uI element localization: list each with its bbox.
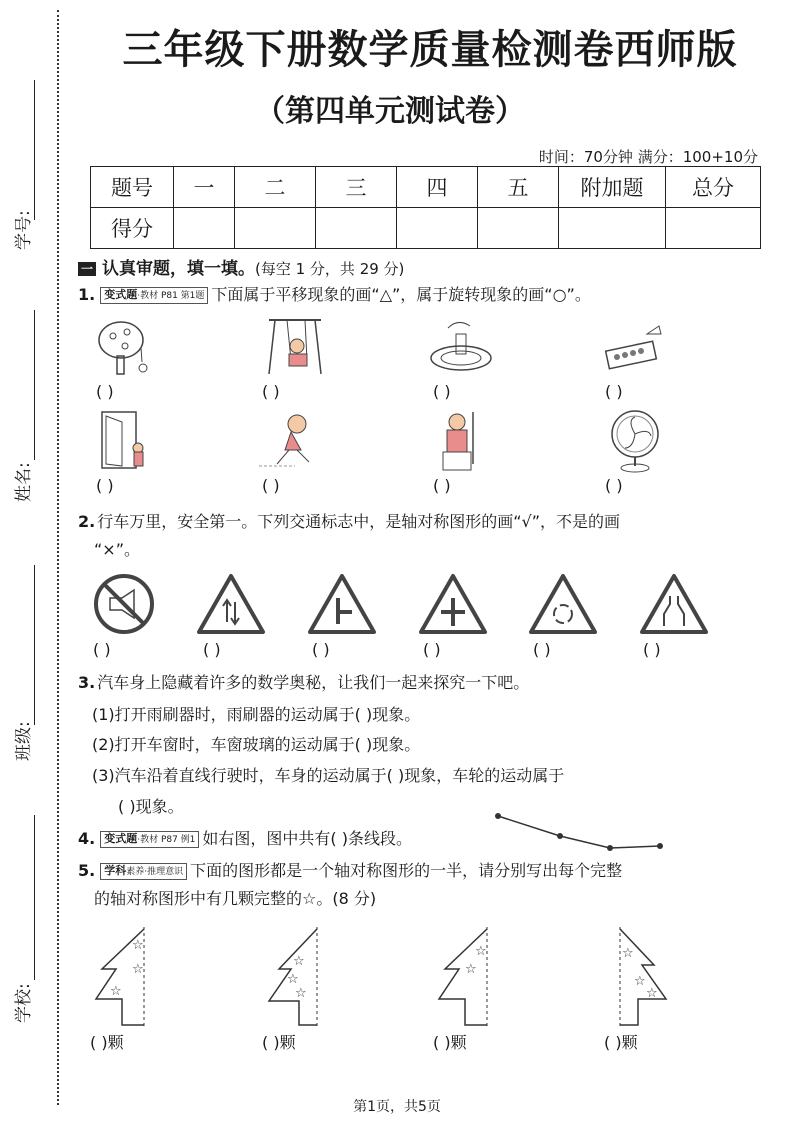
- electric-fan-illustration: [603, 408, 667, 474]
- score-header-cell: 题号: [91, 167, 174, 208]
- class-field[interactable]: [0, 565, 50, 775]
- score-header-cell: 二: [235, 167, 316, 208]
- student-id-underline: [34, 80, 35, 220]
- name-label: 姓名:: [14, 462, 34, 502]
- time-info: 时间：70分钟 满分：100+10分: [538, 148, 758, 166]
- no-honking-sign: [92, 572, 156, 636]
- student-id-label: 学号:: [14, 210, 34, 250]
- section-title: 认真审题，填一填。: [102, 259, 255, 279]
- binding-line: [57, 10, 59, 1105]
- half-tree-figure: [265, 925, 335, 1030]
- answer-blank[interactable]: ( ): [262, 382, 280, 401]
- question-5: [78, 860, 718, 910]
- tag-ref: ·教材 P87 例1: [137, 835, 196, 845]
- answer-blank[interactable]: ( ): [433, 382, 451, 401]
- question-number: 2.: [78, 512, 96, 531]
- road-narrows-sign: [638, 572, 710, 636]
- apple-tree-illustration: [95, 318, 155, 378]
- answer-blank[interactable]: ( )颗: [262, 1033, 296, 1052]
- name-underline: [34, 310, 35, 460]
- answer-blank[interactable]: ( ): [312, 640, 330, 659]
- question-3-item-2[interactable]: (2)打开车窗时，车窗玻璃的运动属于( )现象。: [92, 735, 421, 754]
- section-note: (每空 1 分，共 29 分): [255, 260, 405, 278]
- question-text: 如右图，图中共有( )条线段。: [202, 829, 412, 848]
- score-header-cell: 一: [174, 167, 235, 208]
- svg-text:☆: ☆: [465, 962, 477, 977]
- answer-blank[interactable]: ( ): [203, 640, 221, 659]
- answer-blank[interactable]: ( ): [605, 382, 623, 401]
- question-tag: [100, 287, 208, 304]
- class-label: 班级:: [14, 721, 34, 761]
- score-header-cell: 总分: [666, 167, 761, 208]
- question-number: 1.: [78, 285, 96, 304]
- tag-main: 变式题: [104, 288, 138, 301]
- answer-blank[interactable]: ( ): [93, 640, 111, 659]
- question-3-item-3[interactable]: (3)汽车沿着直线行驶时，车身的运动属于( )现象，车轮的运动属于: [92, 766, 565, 785]
- question-2: [78, 511, 718, 561]
- answer-blank[interactable]: ( ): [262, 476, 280, 495]
- half-tree-figure: [92, 925, 162, 1030]
- school-underline: [34, 815, 35, 980]
- svg-text:☆: ☆: [646, 986, 658, 1001]
- door-illustration: [98, 408, 150, 470]
- abacus-illustration: [603, 320, 665, 374]
- question-3-item-3-cont[interactable]: ( )现象。: [118, 797, 184, 816]
- tag-main: 变式题: [104, 832, 138, 845]
- question-tag: [100, 831, 199, 848]
- score-table: [90, 166, 761, 249]
- score-cell[interactable]: [666, 208, 761, 249]
- question-3: [78, 672, 529, 694]
- score-header-cell: 五: [478, 167, 559, 208]
- page-subtitle: （第四单元测试卷）: [255, 94, 525, 129]
- score-header-cell: 三: [316, 167, 397, 208]
- question-text: 汽车身上隐藏着许多的数学奥秘，让我们一起来探究一下吧。: [97, 673, 530, 692]
- question-4[interactable]: [78, 828, 412, 850]
- answer-blank[interactable]: ( )颗: [604, 1033, 638, 1052]
- question-3-item-1[interactable]: (1)打开雨刷器时，雨刷器的运动属于( )现象。: [92, 705, 421, 724]
- svg-text:☆: ☆: [622, 946, 634, 961]
- score-header-cell: 附加题: [559, 167, 666, 208]
- score-table-score-row: [91, 208, 761, 249]
- answer-blank[interactable]: ( ): [533, 640, 551, 659]
- erhu-player-illustration: [433, 408, 489, 474]
- score-cell[interactable]: [478, 208, 559, 249]
- answer-blank[interactable]: ( ): [605, 476, 623, 495]
- half-tree-figure: [435, 925, 505, 1030]
- svg-text:☆: ☆: [110, 984, 122, 999]
- question-number: 3.: [78, 673, 96, 692]
- washbasin-illustration: [428, 318, 494, 376]
- swing-illustration: [265, 316, 325, 378]
- tag-ref: 素养·推理意识: [126, 867, 184, 877]
- school-label: 学校:: [14, 983, 34, 1023]
- score-cell[interactable]: [559, 208, 666, 249]
- svg-text:☆: ☆: [287, 972, 299, 987]
- answer-blank[interactable]: ( ): [96, 382, 114, 401]
- svg-text:☆: ☆: [634, 974, 646, 989]
- score-table-header-row: [91, 167, 761, 208]
- page-footer: 第1页，共5页: [353, 1099, 441, 1115]
- score-cell[interactable]: [316, 208, 397, 249]
- skating-girl-illustration: [255, 410, 325, 472]
- question-text-cont: “×”。: [94, 540, 140, 559]
- answer-blank[interactable]: ( ): [96, 476, 114, 495]
- question-number: 4.: [78, 829, 96, 848]
- roundabout-sign: [527, 572, 599, 636]
- crossroad-sign: [417, 572, 489, 636]
- question-tag: [100, 863, 187, 880]
- score-cell[interactable]: [174, 208, 235, 249]
- svg-text:☆: ☆: [132, 938, 144, 953]
- tag-ref: ·教材 P81 第1题: [137, 291, 205, 301]
- answer-blank[interactable]: ( )颗: [90, 1033, 124, 1052]
- score-cell[interactable]: [235, 208, 316, 249]
- svg-text:☆: ☆: [295, 986, 307, 1001]
- question-number: 5.: [78, 861, 96, 880]
- section-heading: [78, 254, 404, 279]
- question-text: 下面属于平移现象的画“△”，属于旋转现象的画“○”。: [211, 285, 591, 304]
- tag-main: 学科: [104, 864, 127, 877]
- score-row-label: 得分: [91, 208, 174, 249]
- answer-blank[interactable]: ( ): [433, 476, 451, 495]
- question-1: [78, 284, 591, 306]
- class-underline: [34, 565, 35, 725]
- student-id-field[interactable]: [0, 80, 50, 270]
- page-title: 三年级下册数学质量检测卷西师版: [122, 27, 738, 73]
- section-number: 一: [78, 262, 96, 276]
- svg-text:☆: ☆: [293, 954, 305, 969]
- answer-blank[interactable]: ( ): [643, 640, 661, 659]
- school-field[interactable]: [0, 815, 50, 1040]
- answer-blank[interactable]: ( )颗: [433, 1033, 467, 1052]
- name-field[interactable]: [0, 310, 50, 520]
- question-text: 行车万里，安全第一。下列交通标志中，是轴对称图形的画“√”，不是的画: [97, 512, 620, 531]
- answer-blank[interactable]: ( ): [423, 640, 441, 659]
- question-text-cont: 的轴对称图形中有几颗完整的☆。(8 分): [94, 889, 377, 908]
- score-cell[interactable]: [397, 208, 478, 249]
- question-text: 下面的图形都是一个轴对称图形的一半，请分别写出每个完整: [190, 861, 623, 880]
- score-header-cell: 四: [397, 167, 478, 208]
- line-segments-figure: [490, 808, 670, 858]
- svg-text:☆: ☆: [132, 962, 144, 977]
- svg-text:☆: ☆: [475, 944, 487, 959]
- two-way-traffic-sign: [195, 572, 267, 636]
- t-junction-sign: [306, 572, 378, 636]
- half-tree-figure: [608, 925, 678, 1030]
